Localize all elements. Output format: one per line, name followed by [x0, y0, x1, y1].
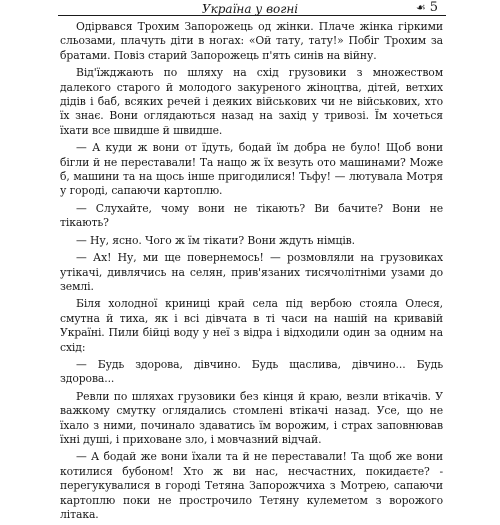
paragraph: Ревли по шляхах грузовики без кінця й краю, везли втікачів. У важкому смутку оглядались стомлені втікачі назад. Усе, що не їхало з ними, починало здаватись їм ворожим, і страх заповнював їхні душі, і приховане зло, і мовчазний відчай. — [60, 389, 443, 446]
paragraph: Біля холодної криниці край села під вербою стояла Олеся, смутна й тиха, як і всі дівчата в ті часи на нашій на кривавій Україні. Пили бійці воду у неї з відра і відходили один за одним на схід: — [60, 297, 443, 354]
paragraph: — А бодай же вони їхали та й не переставали! Та щоб же вони котилися бубоном! Хто ж ви нас, несчастних, покидаєте? - перегукувалися в городі Тетяна Запорожчиха з Мотрею, сапаючи картоплю поки не прострочило Тетяну кулеметом з ворожого літака. — [60, 450, 443, 521]
paragraph: — Будь здорова, дівчино. Будь щаслива, дівчино... Будь здорова... — [60, 357, 443, 386]
running-header — [0, 0, 500, 18]
header-rule — [58, 15, 446, 16]
body-text — [60, 20, 443, 525]
paragraph: — Слухайте, чому вони не тікають? Ви бачите? Вони не тікають? — [60, 201, 443, 230]
page-number-group — [416, 1, 438, 15]
paragraph: — Ну, ясно. Чого ж їм тікати? Вони ждуть німців. — [76, 233, 355, 247]
paragraph: — А куди ж вони от їдуть, бодай їм добра не було! Щоб вони бігли й не переставали! Та нащо ж їх везуть ото машинами? Може б, машини та на щось інше пригодилися! Тьфу! — лютувала Мотря у городі, сапаючи картоплю. — [60, 141, 443, 198]
paragraph: Від'їжджають по шляху на схід грузовики з множеством далекого старого й молодого закуреного жіноцтва, дітей, ветхих дідів і баб, всяких речей і деяких військових чи не військових, хто їх знає. Вони оглядаються назад на захід у тривозі. Їм хочеться їхати все швидше й швидше. — [60, 66, 443, 137]
page-number: 5 — [429, 0, 438, 15]
fleuron-icon: ☙ — [415, 1, 426, 14]
book-title: Україна у вогні — [201, 2, 299, 16]
paragraph: — Ах! Ну, ми ще повернемось! — розмовляли на грузовиках утікачі, дивлячись на селян, прив'язаних тисячолітніми узами до землі. — [60, 251, 443, 293]
paragraph: Одірвався Трохим Запорожець од жінки. Плаче жінка гіркими сльозами, плачуть діти в ногах: «Ой тату, тату!» Побіг Трохим за братами. Повіз старий Запорожець п'ять синів на війну. — [60, 20, 443, 62]
